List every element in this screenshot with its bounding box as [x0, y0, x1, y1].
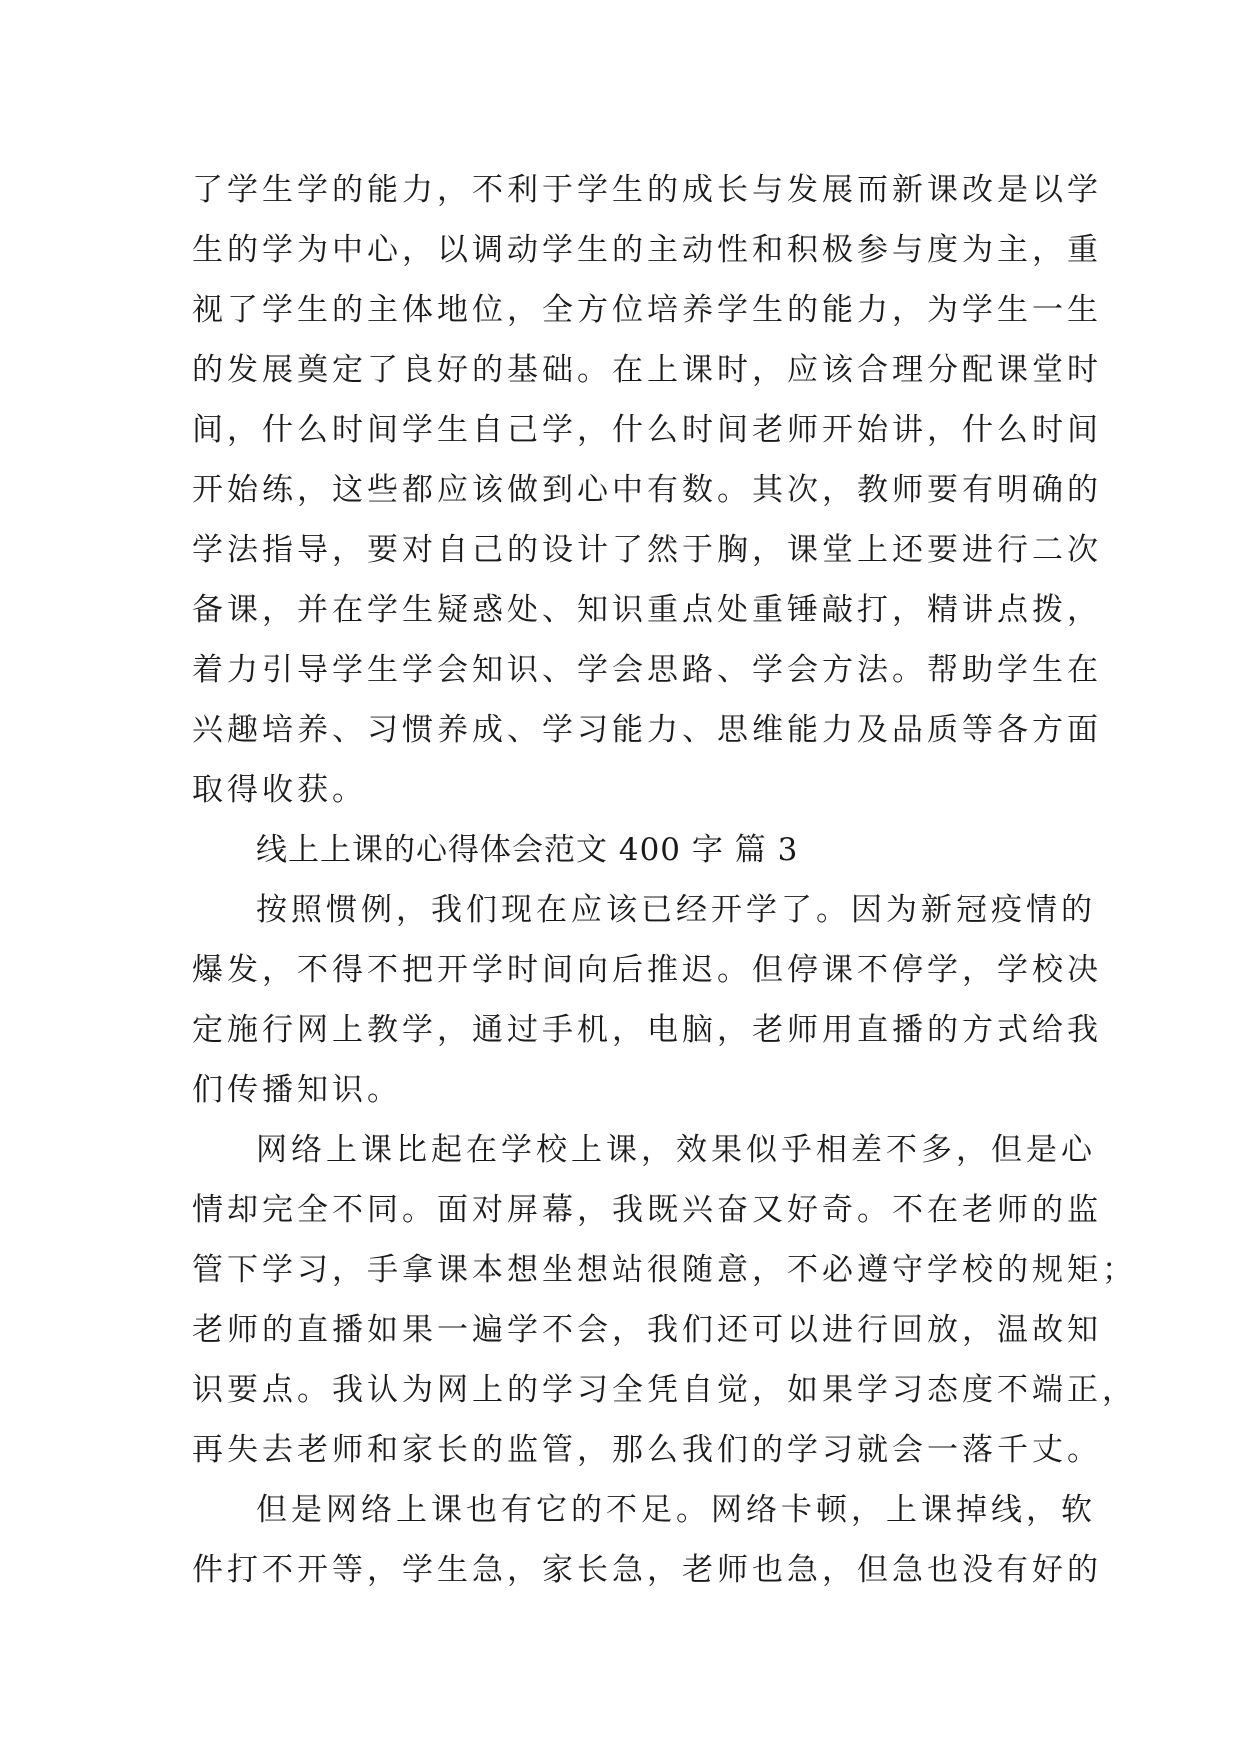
text-line: 开始练，这些都应该做到心中有数。其次，教师要有明确的	[192, 472, 1102, 508]
text-line: 兴趣培养、习惯养成、学习能力、思维能力及品质等各方面	[192, 712, 1102, 748]
text-line: 件打不开等，学生急，家长急，老师也急，但急也没有好的	[192, 1552, 1102, 1588]
text-line: 定施行网上教学，通过手机，电脑，老师用直播的方式给我	[192, 1012, 1102, 1048]
text-line: 们传播知识。	[192, 1072, 402, 1108]
section-heading	[192, 820, 1052, 880]
paragraph	[192, 1480, 1102, 1600]
text-line: 识要点。我认为网上的学习全凭自觉，如果学习态度不端正，	[192, 1372, 1137, 1408]
text-line: 但是网络上课也有它的不足。网络卡顿，上课掉线，软	[256, 1492, 1096, 1528]
document-body	[192, 160, 1137, 1600]
text-line: 着力引导学生学会知识、学会思路、学会方法。帮助学生在	[192, 652, 1102, 688]
text-line: 备课，并在学生疑惑处、知识重点处重锤敲打，精讲点拨，	[192, 592, 1102, 628]
text-line: 取得收获。	[192, 772, 367, 808]
text-line: 间，什么时间学生自己学，什么时间老师开始讲，什么时间	[192, 412, 1102, 448]
text-line: 情却完全不同。面对屏幕，我既兴奋又好奇。不在老师的监	[192, 1192, 1102, 1228]
text-line: 管下学习，手拿课本想坐想站很随意，不必遵守学校的规矩；	[192, 1252, 1137, 1288]
text-line: 了学生学的能力，不利于学生的成长与发展而新课改是以学	[192, 172, 1102, 208]
text-line: 的发展奠定了良好的基础。在上课时，应该合理分配课堂时	[192, 352, 1102, 388]
text-line: 老师的直播如果一遍学不会，我们还可以进行回放，温故知	[192, 1312, 1102, 1348]
text-line: 网络上课比起在学校上课，效果似乎相差不多，但是心	[256, 1132, 1096, 1168]
text-line: 再失去老师和家长的监管，那么我们的学习就会一落千丈。	[192, 1432, 1102, 1468]
text-line: 视了学生的主体地位，全方位培养学生的能力，为学生一生	[192, 292, 1102, 328]
text-line: 生的学为中心，以调动学生的主动性和积极参与度为主，重	[192, 232, 1102, 268]
paragraph	[192, 160, 1102, 820]
paragraph	[192, 1120, 1137, 1480]
text-line: 学法指导，要对自己的设计了然于胸，课堂上还要进行二次	[192, 532, 1102, 568]
text-line: 爆发，不得不把开学时间向后推迟。但停课不停学，学校决	[192, 952, 1102, 988]
paragraph	[192, 880, 1102, 1120]
text-line: 按照惯例，我们现在应该已经开学了。因为新冠疫情的	[256, 892, 1096, 928]
heading-text: 线上上课的心得体会范文 400 字 篇 3	[256, 832, 799, 868]
